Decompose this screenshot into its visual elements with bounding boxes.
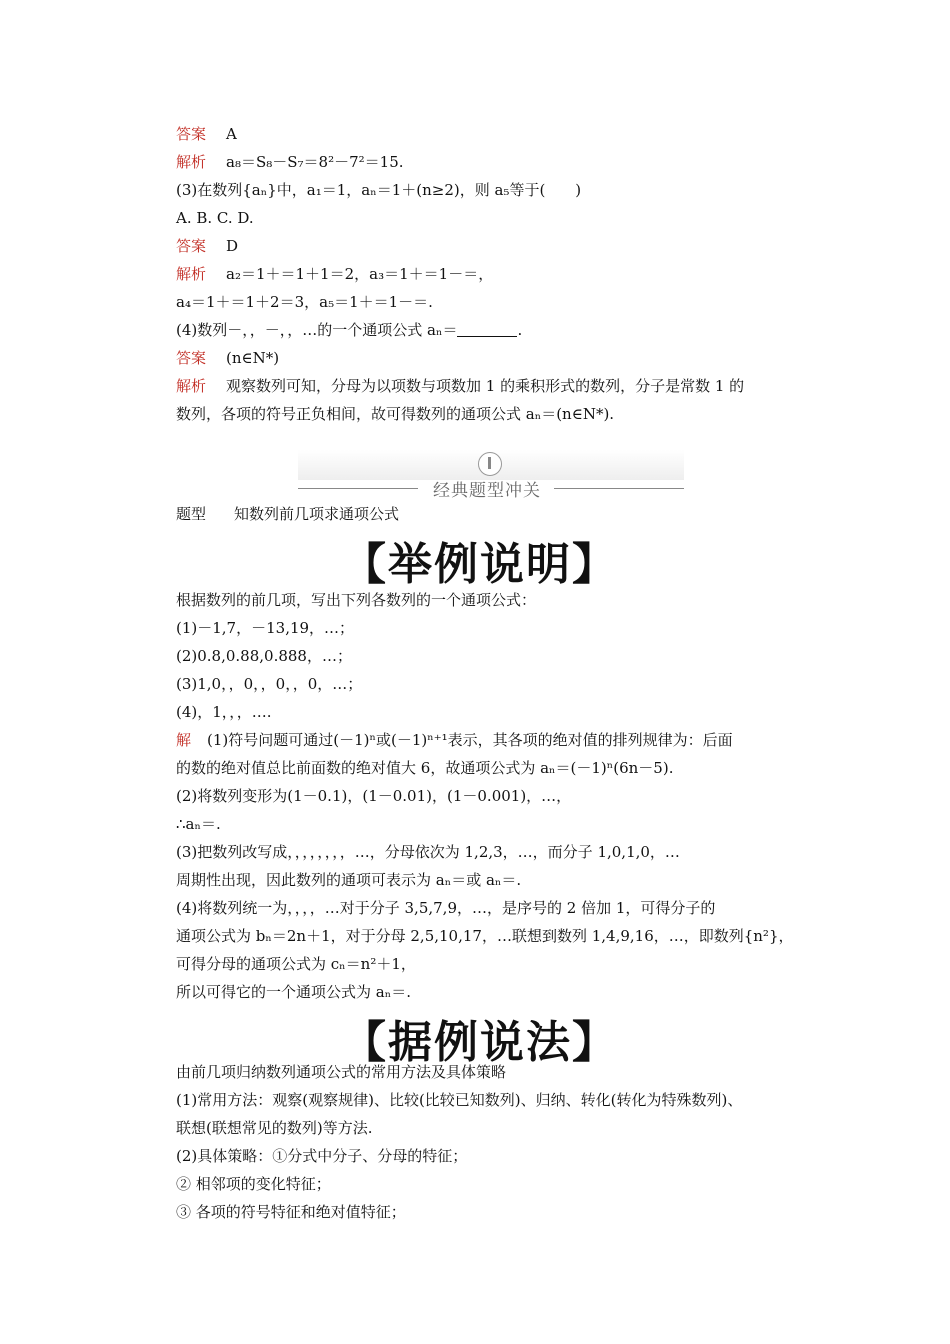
question-4-text: (4)数列－，，－，，…的一个通项公式 aₙ＝ [176, 321, 458, 339]
solution-1-line-1 [176, 730, 816, 750]
example-item: (2)0.8,0.88,0.888，…； [176, 647, 352, 665]
bulb-icon [478, 452, 502, 476]
analysis-label: 解析 [176, 377, 207, 395]
solution-text: (1)符号问题可通过(－1)ⁿ或(－1)ⁿ⁺¹表示，其各项的绝对值的排列规律为：后面 [207, 731, 733, 749]
topic-line [176, 504, 816, 524]
solution-4-line-3: 可得分母的通项公式为 cₙ＝n²＋1， [176, 955, 416, 973]
example-item: (4)，1，，，…. [176, 703, 272, 721]
solution-2-line-1: (2)将数列变形为(1－0.1)，(1－0.01)，(1－0.001)，…， [176, 787, 572, 805]
answer-value: A [226, 125, 237, 143]
answer-line-a [176, 124, 816, 144]
analysis-line-q4-1 [176, 376, 816, 396]
solution-3-line-2: 周期性出现，因此数列的通项可表示为 aₙ＝或 aₙ＝. [176, 871, 522, 889]
example-item: (1)－1,7，－13,19，…； [176, 619, 355, 637]
question-4 [176, 320, 816, 340]
method-2: (2)具体策略：①分式中分子、分母的特征； [176, 1147, 468, 1165]
method-4: ③ 各项的符号特征和绝对值特征； [176, 1203, 406, 1221]
example-item: (3)1,0，，0，，0，，0，…； [176, 675, 363, 693]
answer-line-d [176, 236, 816, 256]
answer-line-q4 [176, 348, 816, 368]
analysis-label: 解析 [176, 153, 207, 171]
question-3-options: A. B. C. D. [176, 209, 254, 227]
analysis-label: 解析 [176, 265, 207, 283]
solution-label: 解 [176, 731, 192, 749]
analysis-text: a₂＝1＋＝1＋1＝2，a₃＝1＋＝1－＝， [226, 265, 494, 283]
method-1-line-1: (1)常用方法：观察(观察规律)、比较(比较已知数列)、归纳、转化(转化为特殊数列)、 [176, 1091, 743, 1109]
topic-text: 知数列前几项求通项公式 [234, 505, 400, 523]
example-intro: 根据数列的前几项，写出下列各数列的一个通项公式： [176, 591, 537, 609]
solution-3-line-1: (3)把数列改写成，，，，，，，，…，分母依次为 1,2,3，…，而分子 1,0,1,0，… [176, 843, 680, 861]
heading-examples: 【举例说明】 [342, 539, 618, 590]
section-rule-right [554, 488, 684, 489]
section-rule-left [298, 488, 418, 489]
heading-methods: 【据例说法】 [342, 1017, 618, 1068]
analysis-line-a [176, 152, 816, 172]
question-4-suffix: . [517, 321, 523, 339]
analysis-text: a₈＝S₈－S₇＝8²－7²＝15. [226, 153, 404, 171]
answer-value: D [226, 237, 239, 255]
answer-label: 答案 [176, 349, 207, 367]
solution-4-line-4: 所以可得它的一个通项公式为 aₙ＝. [176, 983, 411, 1001]
solution-1-line-2: 的数的绝对值总比前面数的绝对值大 6，故通项公式为 aₙ＝(－1)ⁿ(6n－5). [176, 759, 674, 777]
answer-value: (n∈N*) [226, 349, 280, 367]
answer-label: 答案 [176, 125, 207, 143]
answer-label: 答案 [176, 237, 207, 255]
solution-2-line-2: ∴aₙ＝. [176, 815, 221, 833]
section-title: 经典题型冲关 [433, 481, 541, 501]
question-3: (3)在数列{aₙ}中，a₁＝1，aₙ＝1＋(n≥2)，则 a₅等于( ) [176, 181, 582, 199]
solution-4-line-1: (4)将数列统一为，，，，…对于分子 3,5,7,9，…，是序号的 2 倍加 1，可得分子的 [176, 899, 716, 917]
method-3: ② 相邻项的变化特征； [176, 1175, 331, 1193]
method-intro: 由前几项归纳数列通项公式的常用方法及具体策略 [176, 1063, 507, 1081]
topic-label: 题型 [176, 505, 207, 523]
analysis-line-d1 [176, 264, 816, 284]
method-1-line-2: 联想(联想常见的数列)等方法. [176, 1119, 373, 1137]
analysis-line-d2: a₄＝1＋＝1＋2＝3，a₅＝1＋＝1－＝. [176, 293, 433, 311]
section-banner [298, 450, 684, 500]
answer-blank [457, 322, 517, 337]
analysis-text: 观察数列可知，分母为以项数与项数加 1 的乘积形式的数列，分子是常数 1 的 [226, 377, 745, 395]
analysis-line-q4-2: 数列，各项的符号正负相间，故可得数列的通项公式 aₙ＝(n∈N*). [176, 405, 615, 423]
solution-4-line-2: 通项公式为 bₙ＝2n＋1，对于分母 2,5,10,17，…联想到数列 1,4,9,16，…，即数列{n²}， [176, 927, 794, 945]
